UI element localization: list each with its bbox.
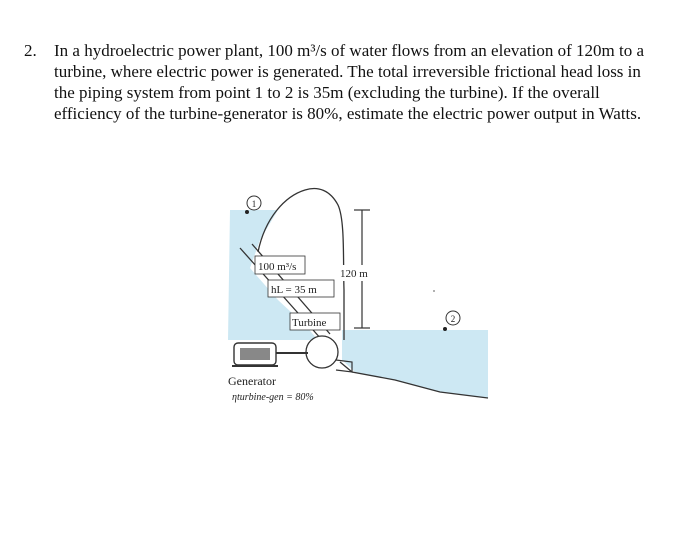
turbine-label: Turbine bbox=[292, 317, 327, 329]
generator-core bbox=[240, 348, 270, 360]
generator-label: Generator bbox=[228, 374, 276, 388]
point-1-label: 1 bbox=[251, 199, 257, 209]
turbine-wheel bbox=[306, 336, 338, 368]
stray-dot bbox=[433, 290, 435, 292]
point-2-label: 2 bbox=[450, 314, 456, 324]
lower-reservoir-water bbox=[342, 330, 488, 398]
height-label: 120 m bbox=[340, 268, 368, 280]
point-1-dot bbox=[245, 210, 249, 214]
efficiency-label: ηturbine-gen = 80% bbox=[232, 392, 314, 403]
problem-number: 2. bbox=[24, 41, 37, 60]
head-loss-label: hL = 35 m bbox=[271, 284, 317, 296]
problem-text: In a hydroelectric power plant, 100 m³/s of water flows from an elevation of 120m to a turbine, where electric power is generated. The total irreversible frictional head loss in the piping system from point 1 to 2 is 35m (excluding the turbine). If the overall efficiency of the turbine-generator is 80%, estimate the electric power output in Watts. bbox=[54, 41, 645, 123]
point-2-dot bbox=[443, 327, 447, 331]
flow-label: 100 m³/s bbox=[258, 261, 297, 273]
